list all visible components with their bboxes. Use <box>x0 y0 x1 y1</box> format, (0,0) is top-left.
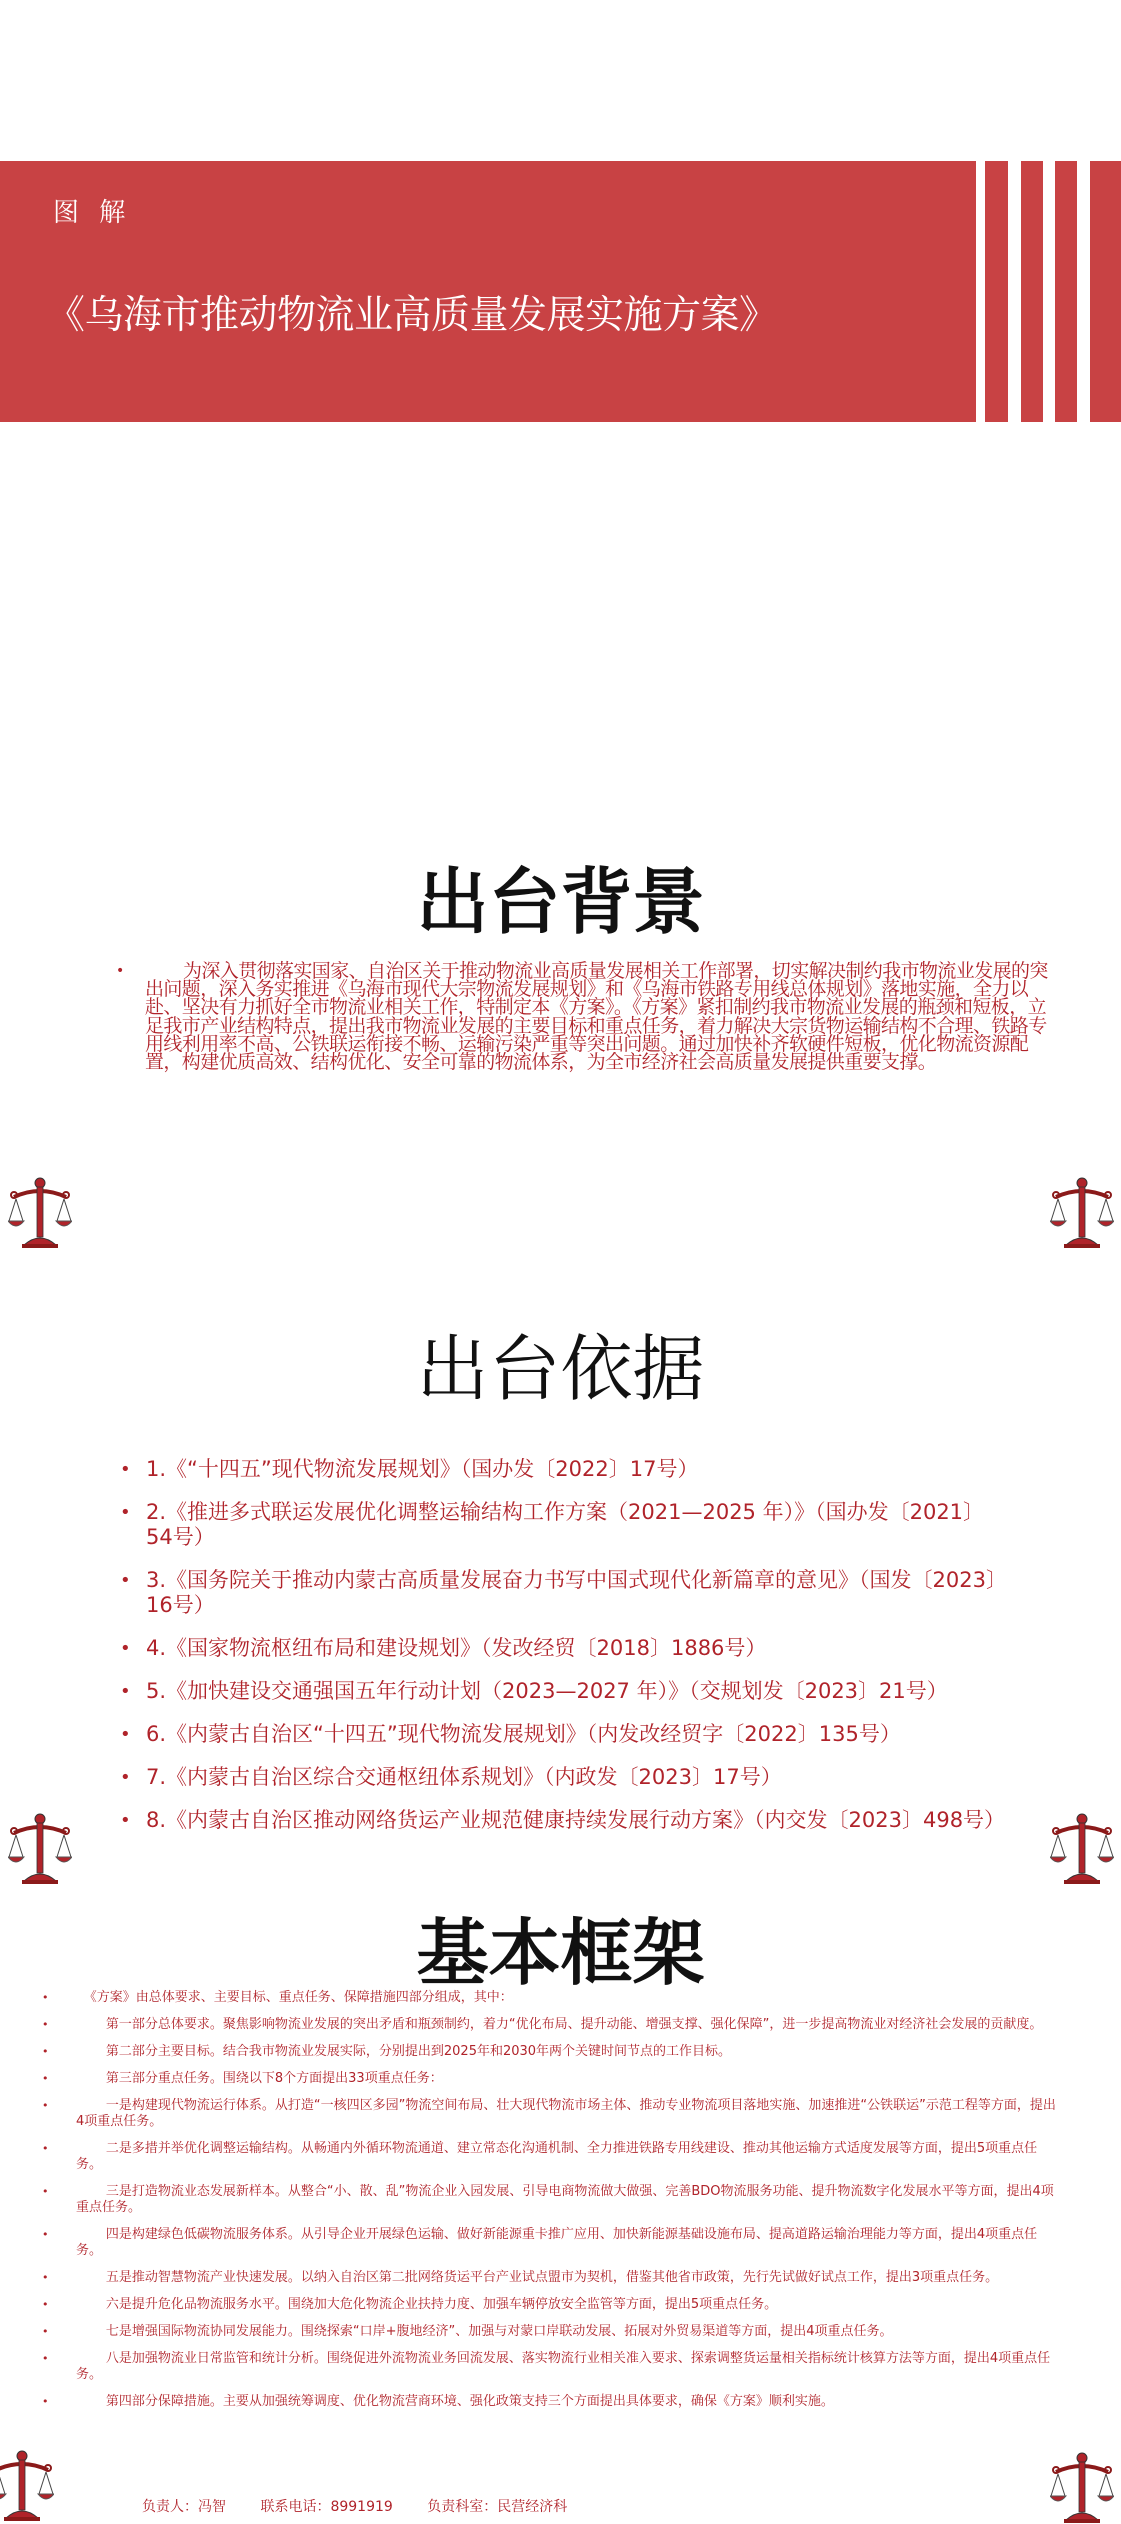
contact-footer <box>142 2496 597 2516</box>
list-item <box>42 2017 1062 2033</box>
bullet-dot: • <box>120 1810 131 1831</box>
scales-of-justice-icon <box>8 1175 72 1249</box>
banner-stripe <box>985 161 1008 422</box>
framework-item-text: 四是构建绿色低碳物流服务体系。从引导企业开展绿色运输、做好新能源重卡推广应用、加快新能源基础设施布局、提高道路运输治理能力等方面，提出4项重点任务。 <box>76 2227 1038 2258</box>
section-heading-framework: 基本框架 <box>416 1911 705 1995</box>
basis-item-text: 8.《内蒙古自治区推动网络货运产业规范健康持续发展行动方案》（内交发〔2023〕498号） <box>146 1808 1006 1832</box>
bullet-dot: • <box>42 1991 49 2004</box>
bullet-dot: • <box>120 1724 131 1745</box>
list-item <box>42 2098 1062 2130</box>
list-item <box>120 1679 1010 1704</box>
bullet-dot: • <box>42 2352 49 2365</box>
bullet-dot: • <box>120 1459 131 1480</box>
scales-of-justice-icon <box>1050 1175 1114 1249</box>
banner-stripe <box>1055 161 1077 422</box>
responsible-person: 负责人：冯智 <box>142 2499 226 2515</box>
scales-of-justice-icon <box>0 2448 54 2522</box>
framework-item-text: 三是打造物流业态发展新样本。从整合“小、散、乱”物流企业入园发展、引导电商物流做大做强、完善BDO物流服务功能、提升物流数字化发展水平等方面，提出4项重点任务。 <box>76 2184 1054 2215</box>
bullet-dot: • <box>120 1502 131 1523</box>
scales-of-justice-icon <box>1050 1811 1114 1885</box>
framework-item-text: 第二部分主要目标。结合我市物流业发展实际，分别提出到2025年和2030年两个关键时间节点的工作目标。 <box>105 2044 732 2059</box>
list-item <box>120 1568 1010 1618</box>
bullet-dot: • <box>120 1681 131 1702</box>
list-item <box>42 2141 1062 2173</box>
bullet-dot: • <box>42 2018 49 2031</box>
framework-item-text: 七是增强国际物流协同发展能力。围绕探索“口岸+腹地经济”、加强与对蒙口岸联动发展、拓展对外贸易渠道等方面，提出4项重点任务。 <box>105 2324 893 2339</box>
section-heading-background: 出台背景 <box>416 860 705 944</box>
list-item <box>120 1808 1010 1833</box>
bullet-dot: • <box>120 1767 131 1788</box>
list-item <box>42 2071 1062 2087</box>
framework-item-text: 六是提升危化品物流服务水平。围绕加大危化物流企业扶持力度、加强车辆停放安全监管等方面，提出5项重点任务。 <box>105 2297 778 2312</box>
framework-item-text: 二是多措并举优化调整运输结构。从畅通内外循环物流通道、建立常态化沟通机制、全力推进铁路专用线建设、推动其他运输方式适度发展等方面，提出5项重点任务。 <box>76 2141 1038 2172</box>
basis-item-text: 1.《“十四五”现代物流发展规划》（国办发〔2022〕17号） <box>146 1457 699 1481</box>
bullet-dot: • <box>42 2298 49 2311</box>
list-item <box>120 1500 1010 1550</box>
basis-item-text: 5.《加快建设交通强国五年行动计划（2023—2027 年）》（交规划发〔2023〕21号） <box>146 1679 948 1703</box>
bullet-dot: • <box>42 2142 49 2155</box>
banner-stripe <box>1090 161 1121 422</box>
list-item <box>42 2324 1062 2340</box>
bullet-dot: • <box>42 2228 49 2241</box>
section-heading-basis: 出台依据 <box>416 1327 705 1411</box>
banner-kicker: 图 解 <box>53 198 132 228</box>
basis-item-text: 4.《国家物流枢纽布局和建设规划》（发改经贸〔2018〕1886号） <box>146 1636 767 1660</box>
bullet-dot: • <box>42 2099 49 2112</box>
basis-item-text: 3.《国务院关于推动内蒙古高质量发展奋力书写中国式现代化新篇章的意见》（国发〔2023〕16号） <box>146 1568 1007 1617</box>
bullet-dot: • <box>116 963 125 979</box>
framework-item-text: 第三部分重点任务。围绕以下8个方面提出33项重点任务： <box>105 2071 443 2086</box>
basis-item-text: 7.《内蒙古自治区综合交通枢纽体系规划》（内政发〔2023〕17号） <box>146 1765 782 1789</box>
list-item <box>42 2044 1062 2060</box>
framework-list <box>42 1990 1062 2421</box>
bullet-dot: • <box>120 1570 131 1591</box>
list-item <box>120 1457 1010 1482</box>
bullet-dot: • <box>42 2072 49 2085</box>
framework-item-text: 《方案》由总体要求、主要目标、重点任务、保障措施四部分组成，其中： <box>83 1990 513 2005</box>
framework-item-text: 五是推动智慧物流产业快速发展。以纳入自治区第二批网络货运平台产业试点盟市为契机，借鉴其他省市政策，先行先试做好试点工作，提出3项重点任务。 <box>105 2270 999 2285</box>
bullet-dot: • <box>42 2185 49 2198</box>
scales-of-justice-icon <box>8 1811 72 1885</box>
responsible-office: 负责科室：民营经济科 <box>427 2499 568 2515</box>
list-item <box>42 2394 1062 2410</box>
list-item <box>42 2227 1062 2259</box>
framework-item-text: 第四部分保障措施。主要从加强统筹调度、优化物流营商环境、强化政策支持三个方面提出具体要求，确保《方案》顺利实施。 <box>105 2394 834 2409</box>
basis-item-text: 6.《内蒙古自治区“十四五”现代物流发展规划》（内发改经贸字〔2022〕135号） <box>146 1722 901 1746</box>
background-paragraph <box>116 960 1056 1074</box>
framework-item-text: 一是构建现代物流运行体系。从打造“一核四区多园”物流空间布局、壮大现代物流市场主体、推动专业物流项目落地实施、加速推进“公铁联运”示范工程等方面，提出4项重点任务。 <box>76 2098 1056 2129</box>
document-title: 《乌海市推动物流业高质量发展实施方案》 <box>46 293 778 338</box>
list-item <box>42 1990 1062 2006</box>
framework-item-text: 第一部分总体要求。聚焦影响物流业发展的突出矛盾和瓶颈制约，着力“优化布局、提升动能、增强支撑、强化保障”，进一步提高物流业对经济社会发展的贡献度。 <box>105 2017 1043 2032</box>
list-item <box>42 2351 1062 2383</box>
list-item <box>42 2297 1062 2313</box>
list-item <box>120 1765 1010 1790</box>
framework-item-text: 八是加强物流业日常监管和统计分析。围绕促进外流物流业务回流发展、落实物流行业相关准入要求、探索调整货运量相关指标统计核算方法等方面，提出4项重点任务。 <box>76 2351 1051 2382</box>
list-item <box>120 1722 1010 1747</box>
list-item <box>42 2184 1062 2216</box>
list-item <box>120 1636 1010 1661</box>
contact-phone: 联系电话：8991919 <box>260 2499 393 2515</box>
bullet-dot: • <box>42 2325 49 2338</box>
list-item <box>42 2270 1062 2286</box>
bullet-dot: • <box>120 1638 131 1659</box>
basis-list <box>120 1457 1010 1851</box>
scales-of-justice-icon <box>1050 2450 1114 2524</box>
banner-stripe <box>1021 161 1043 422</box>
bullet-dot: • <box>42 2045 49 2058</box>
bullet-dot: • <box>42 2395 49 2408</box>
bullet-dot: • <box>42 2271 49 2284</box>
background-text: 为深入贯彻落实国家、自治区关于推动物流业高质量发展相关工作部署，切实解决制约我市物流业发展的突出问题，深入务实推进《乌海市现代大宗物流发展规划》和《乌海市铁路专用线总体规划》落地实施，全力以赴、坚决有力抓好全市物流业相关工作，特制定本《方案》。《方案》紧扣制约我市物流业发展的瓶颈和短板，立足我市产业结构特点，提出我市物流业发展的主要目标和重点任务，着力解决大宗货物运输结构不合理、铁路专用线利用率不高、公铁联运衔接不畅、运输污染严重等突出问题。通过加快补齐软硬件短板，优化物流资源配置，构建优质高效、结构优化、安全可靠的物流体系，为全市经济社会高质量发展提供重要支撑。 <box>145 960 1048 1074</box>
basis-item-text: 2.《推进多式联运发展优化调整运输结构工作方案（2021—2025 年）》（国办发〔2021〕54号） <box>146 1500 985 1549</box>
